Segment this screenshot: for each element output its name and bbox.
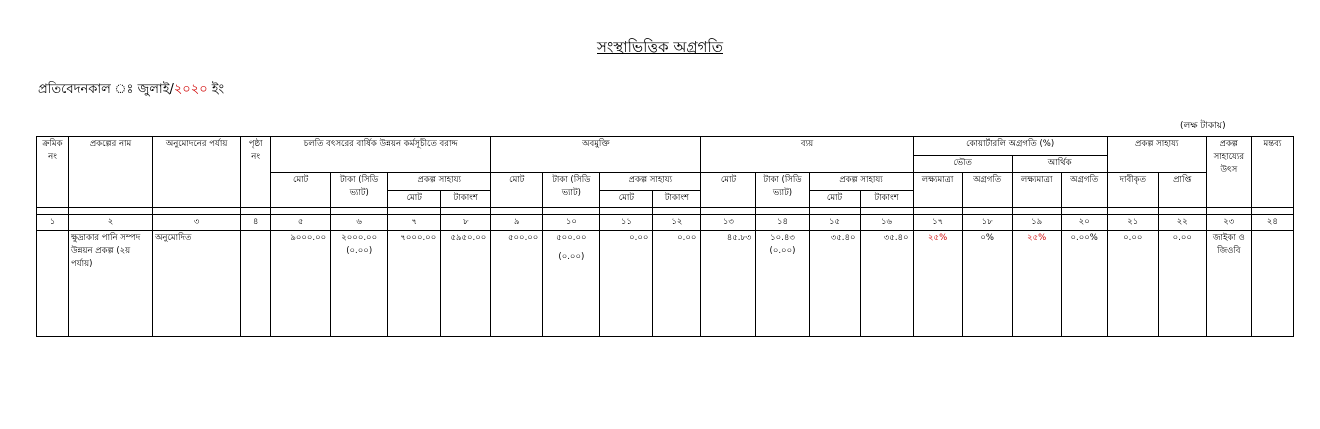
header-adp-aid: প্রকল্প সাহায্য — [388, 173, 491, 191]
header-aid-claimed: দাবীকৃত — [1107, 173, 1158, 208]
header-adp-aid-takansha: টাকাংশ — [441, 191, 491, 208]
column-number: ১৬ — [860, 215, 913, 231]
table-row — [37, 231, 1294, 337]
header-rel-taka: টাকা (সিডি ভ্যাট) — [543, 173, 600, 208]
cell-adp-taka-cd: (০.০০) — [346, 246, 373, 256]
cell-fin-target: ২৫% — [1012, 231, 1061, 337]
header-adp-aid-total: মোট — [388, 191, 441, 208]
header-adp-taka: টাকা (সিডি ভ্যাট) — [331, 173, 388, 208]
header-aid-received: প্রাপ্তি — [1158, 173, 1206, 208]
header-exp-aid-total: মোট — [809, 191, 860, 208]
header-fin-progress: অগ্রগতি — [1061, 173, 1107, 208]
column-number: ২১ — [1107, 215, 1158, 231]
column-number: ২২ — [1158, 215, 1206, 231]
cell-rel-aid-takansha: ০.০০ — [653, 231, 701, 337]
header-release: অবমুক্তি — [491, 137, 701, 173]
column-number: ১৯ — [1012, 215, 1061, 231]
cell-remarks — [1251, 231, 1293, 337]
header-remarks: মন্তব্য — [1251, 137, 1293, 208]
header-project-name: প্রকল্পের নাম — [69, 137, 153, 208]
cell-adp-total: ৯০০০.০০ — [271, 231, 331, 337]
cell-rel-taka-value: ৫০০.০০ — [556, 233, 587, 243]
cell-exp-total: ৪৫.৮৩ — [701, 231, 756, 337]
column-number: ৬ — [331, 215, 388, 231]
column-number: ১৩ — [701, 215, 756, 231]
header-physical: ভৌত — [913, 156, 1012, 173]
cell-exp-taka — [756, 231, 809, 337]
header-rel-aid: প্রকল্প সাহায্য — [600, 173, 701, 191]
cell-exp-aid-total: ৩৫.৪০ — [809, 231, 860, 337]
cell-phys-progress: ০% — [962, 231, 1012, 337]
progress-table — [36, 136, 1294, 337]
header-aid-source: প্রকল্প সাহায্যের উৎস — [1206, 137, 1251, 208]
cell-aid-claimed: ০.০০ — [1107, 231, 1158, 337]
column-number: ১ — [37, 215, 69, 231]
header-rel-total: মোট — [491, 173, 543, 208]
column-number: ১২ — [653, 215, 701, 231]
cell-aid-received: ০.০০ — [1158, 231, 1206, 337]
column-number: ২৩ — [1206, 215, 1251, 231]
header-exp-taka: টাকা (সিডি ভ্যাট) — [756, 173, 809, 208]
header-phys-target: লক্ষ্যমাত্রা — [913, 173, 962, 208]
column-number: ১৮ — [962, 215, 1012, 231]
header-rel-aid-total: মোট — [600, 191, 653, 208]
reporting-period — [38, 80, 224, 101]
header-exp-aid-takansha: টাকাংশ — [860, 191, 913, 208]
header-adp-allocation: চলতি বৎসরের বার্ষিক উন্নয়ন কর্মসূচীতে বরাদ্দ — [271, 137, 491, 173]
header-phys-progress: অগ্রগতি — [962, 173, 1012, 208]
cell-fin-progress: ০.০০% — [1061, 231, 1107, 337]
header-quarterly-progress: কোয়ার্টারলি অগ্রগতি (%) — [913, 137, 1107, 156]
header-expenditure: ব্যয় — [701, 137, 913, 173]
column-number: ১০ — [543, 215, 600, 231]
period-year: ২০২০ — [173, 82, 208, 97]
column-number: ৯ — [491, 215, 543, 231]
column-number: ১১ — [600, 215, 653, 231]
unit-note: (লক্ষ টাকায়) — [1180, 121, 1226, 131]
column-number: ১৭ — [913, 215, 962, 231]
header-project-aid: প্রকল্প সাহায্য — [1107, 137, 1206, 173]
cell-approval-stage: অনুমোদিত — [153, 231, 241, 337]
column-number-row — [37, 215, 1294, 231]
header-serial: ক্রমিক নং — [37, 137, 69, 208]
cell-aid-source: জাইকা ও জিওবি — [1206, 231, 1251, 337]
cell-project-name: ক্ষুদ্রাকার পানি সম্পদ উন্নয়ন প্রকল্প (২য় পর্যায়) — [69, 231, 153, 337]
column-number: ১৪ — [756, 215, 809, 231]
cell-rel-total: ৫০০.০০ — [491, 231, 543, 337]
header-approval-stage: অনুমোদনের পর্যায় — [153, 137, 241, 208]
header-rel-aid-takansha: টাকাংশ — [653, 191, 701, 208]
header-exp-aid: প্রকল্প সাহায্য — [809, 173, 913, 191]
column-number: ৭ — [388, 215, 441, 231]
page-title: সংস্থাভিত্তিক অগ্রগতি — [597, 38, 723, 56]
cell-phys-target: ২৫% — [913, 231, 962, 337]
header-page-no: পৃষ্ঠা নং — [241, 137, 271, 208]
cell-exp-taka-value: ১০.৪৩ — [770, 233, 795, 243]
column-number: ২ — [69, 215, 153, 231]
column-number: ১৫ — [809, 215, 860, 231]
cell-adp-taka-value: ২০০০.০০ — [341, 233, 378, 243]
header-adp-total: মোট — [271, 173, 331, 208]
column-number: ৮ — [441, 215, 491, 231]
column-number: ২০ — [1061, 215, 1107, 231]
cell-rel-taka — [543, 231, 600, 337]
cell-adp-aid-takansha: ৫৯৫০.০০ — [441, 231, 491, 337]
column-number: ৫ — [271, 215, 331, 231]
header-exp-total: মোট — [701, 173, 756, 208]
cell-adp-taka — [331, 231, 388, 337]
cell-serial — [37, 231, 69, 337]
column-number: ২৪ — [1251, 215, 1293, 231]
column-number: ৩ — [153, 215, 241, 231]
header-financial: আর্থিক — [1012, 156, 1107, 173]
cell-page-no — [241, 231, 271, 337]
cell-adp-aid-total: ৭০০০.০০ — [388, 231, 441, 337]
cell-exp-taka-cd: (০.০০) — [769, 246, 796, 256]
cell-rel-aid-total: ০.০০ — [600, 231, 653, 337]
period-suffix: ইং — [207, 82, 225, 97]
cell-rel-taka-cd: (০.০০) — [558, 252, 585, 262]
period-label: প্রতিবেদনকাল ঃ জুলাই/ — [38, 82, 174, 97]
cell-exp-aid-takansha: ৩৫.৪০ — [860, 231, 913, 337]
header-fin-target: লক্ষ্যমাত্রা — [1012, 173, 1061, 208]
column-number: ৪ — [241, 215, 271, 231]
